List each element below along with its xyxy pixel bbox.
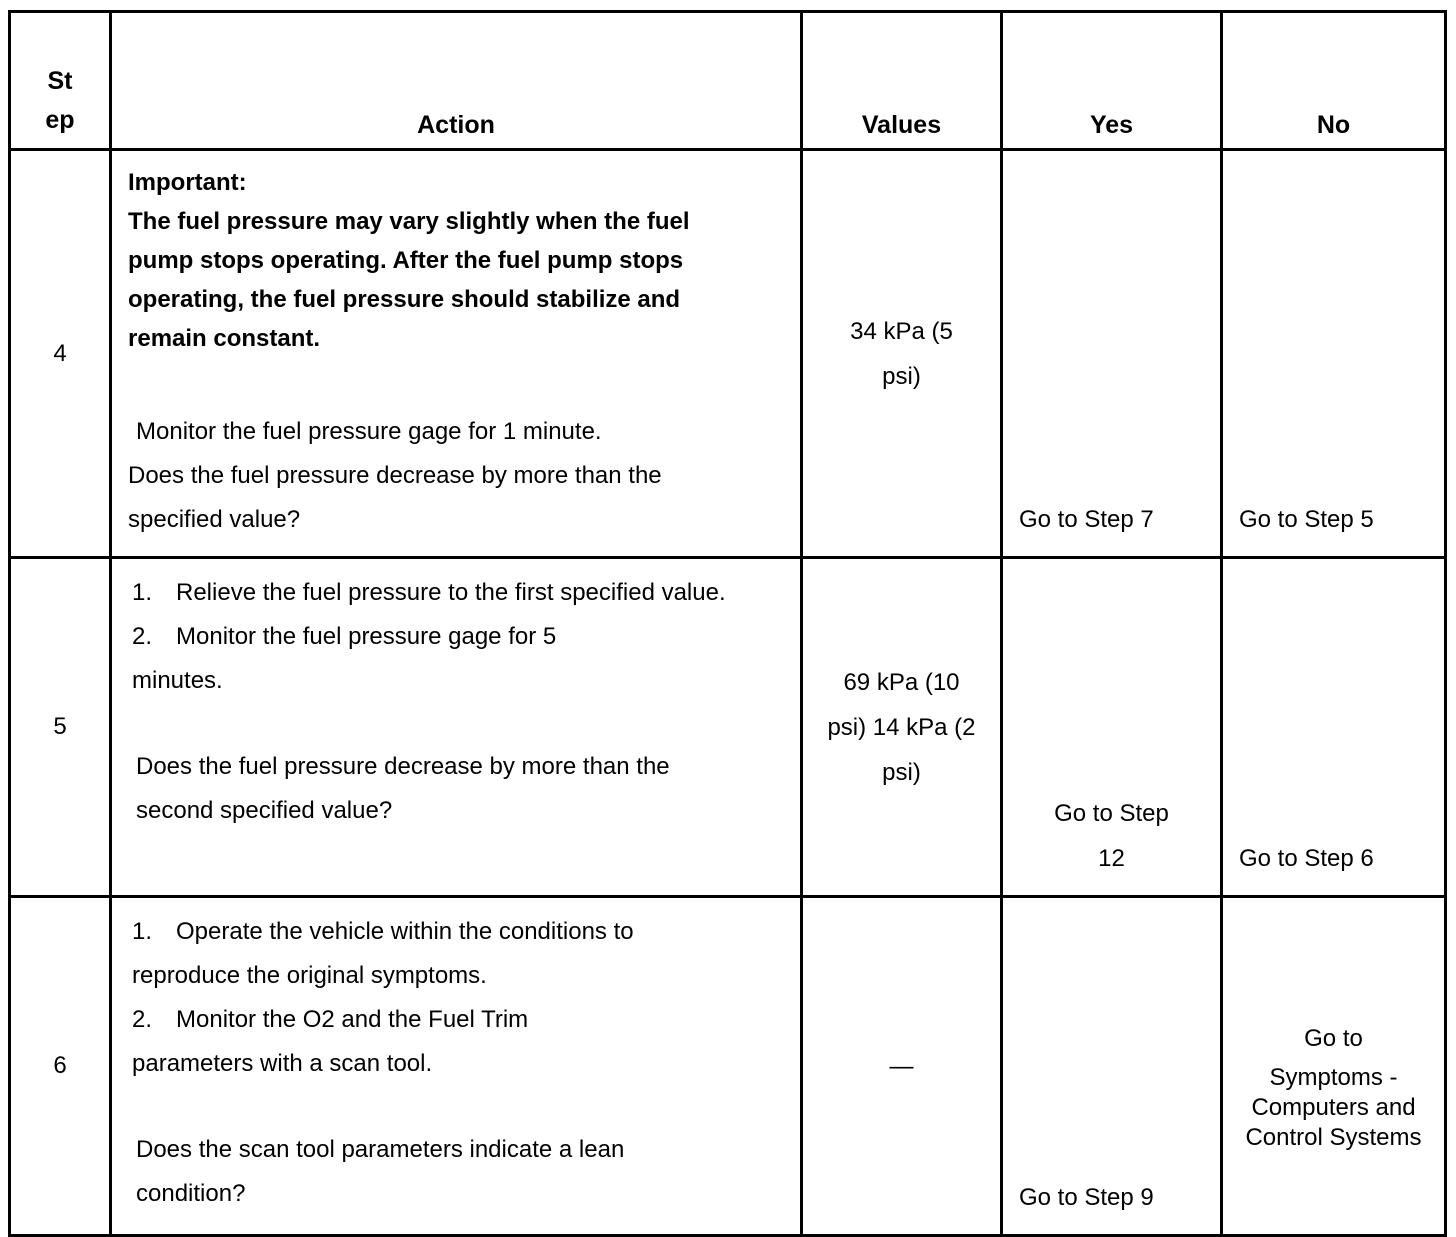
header-row xyxy=(10,12,1446,150)
question: Does the scan tool parameters indicate a lean condition? xyxy=(136,1136,625,1207)
header-yes: Yes xyxy=(1002,12,1222,150)
step-number: 6 xyxy=(10,897,111,1236)
diagnostic-table xyxy=(8,10,1447,1237)
value-cell: 34 kPa (5 psi) xyxy=(802,150,1002,558)
header-values: Values xyxy=(802,12,1002,150)
symptoms-link[interactable]: Symptoms - Computers and Control Systems xyxy=(1245,1063,1422,1151)
action-cell xyxy=(111,150,802,558)
list-item: 1. Operate the vehicle within the conditions to reproduce the original symptoms. xyxy=(132,918,634,989)
question: Does the fuel pressure decrease by more than the second specified value? xyxy=(136,753,670,824)
header-no: No xyxy=(1222,12,1446,150)
yes-link[interactable]: Go to Step 9 xyxy=(1002,897,1222,1236)
value-cell: 69 kPa (10 psi) 14 kPa (2 psi) xyxy=(802,558,1002,897)
step-number: 4 xyxy=(10,150,111,558)
question: Does the fuel pressure decrease by more than the specified value? xyxy=(128,462,662,533)
step-number: 5 xyxy=(10,558,111,897)
yes-link[interactable]: Go to Step 12 xyxy=(1002,558,1222,897)
list-item: 2. Monitor the O2 and the Fuel Trim parameters with a scan tool. xyxy=(132,1006,529,1077)
important-text: The fuel pressure may vary slightly when the fuel pump stops operating. After the fuel pump stops operating, the fuel pressure should stabilize and remain constant. xyxy=(128,208,690,352)
yes-link[interactable]: Go to Step 7 xyxy=(1002,150,1222,558)
value-cell: — xyxy=(802,897,1002,1236)
action-cell xyxy=(111,558,802,897)
table-row xyxy=(10,558,1446,897)
table-row xyxy=(10,897,1446,1236)
action-cell xyxy=(111,897,802,1236)
important-label: Important: xyxy=(128,169,247,196)
list-item: 1. Relieve the fuel pressure to the first specified value. xyxy=(132,579,726,606)
instruction: Monitor the fuel pressure gage for 1 minute. xyxy=(136,418,602,445)
no-link[interactable]: Go to Step 6 xyxy=(1222,558,1446,897)
no-link[interactable]: Go to Step 5 xyxy=(1222,150,1446,558)
table-row xyxy=(10,150,1446,558)
list-item: 2. Monitor the fuel pressure gage for 5 minutes. xyxy=(132,623,557,694)
header-step: St ep xyxy=(10,12,111,150)
no-cell xyxy=(1222,897,1446,1236)
header-action: Action xyxy=(111,12,802,150)
no-prefix: Go to xyxy=(1304,1024,1363,1052)
